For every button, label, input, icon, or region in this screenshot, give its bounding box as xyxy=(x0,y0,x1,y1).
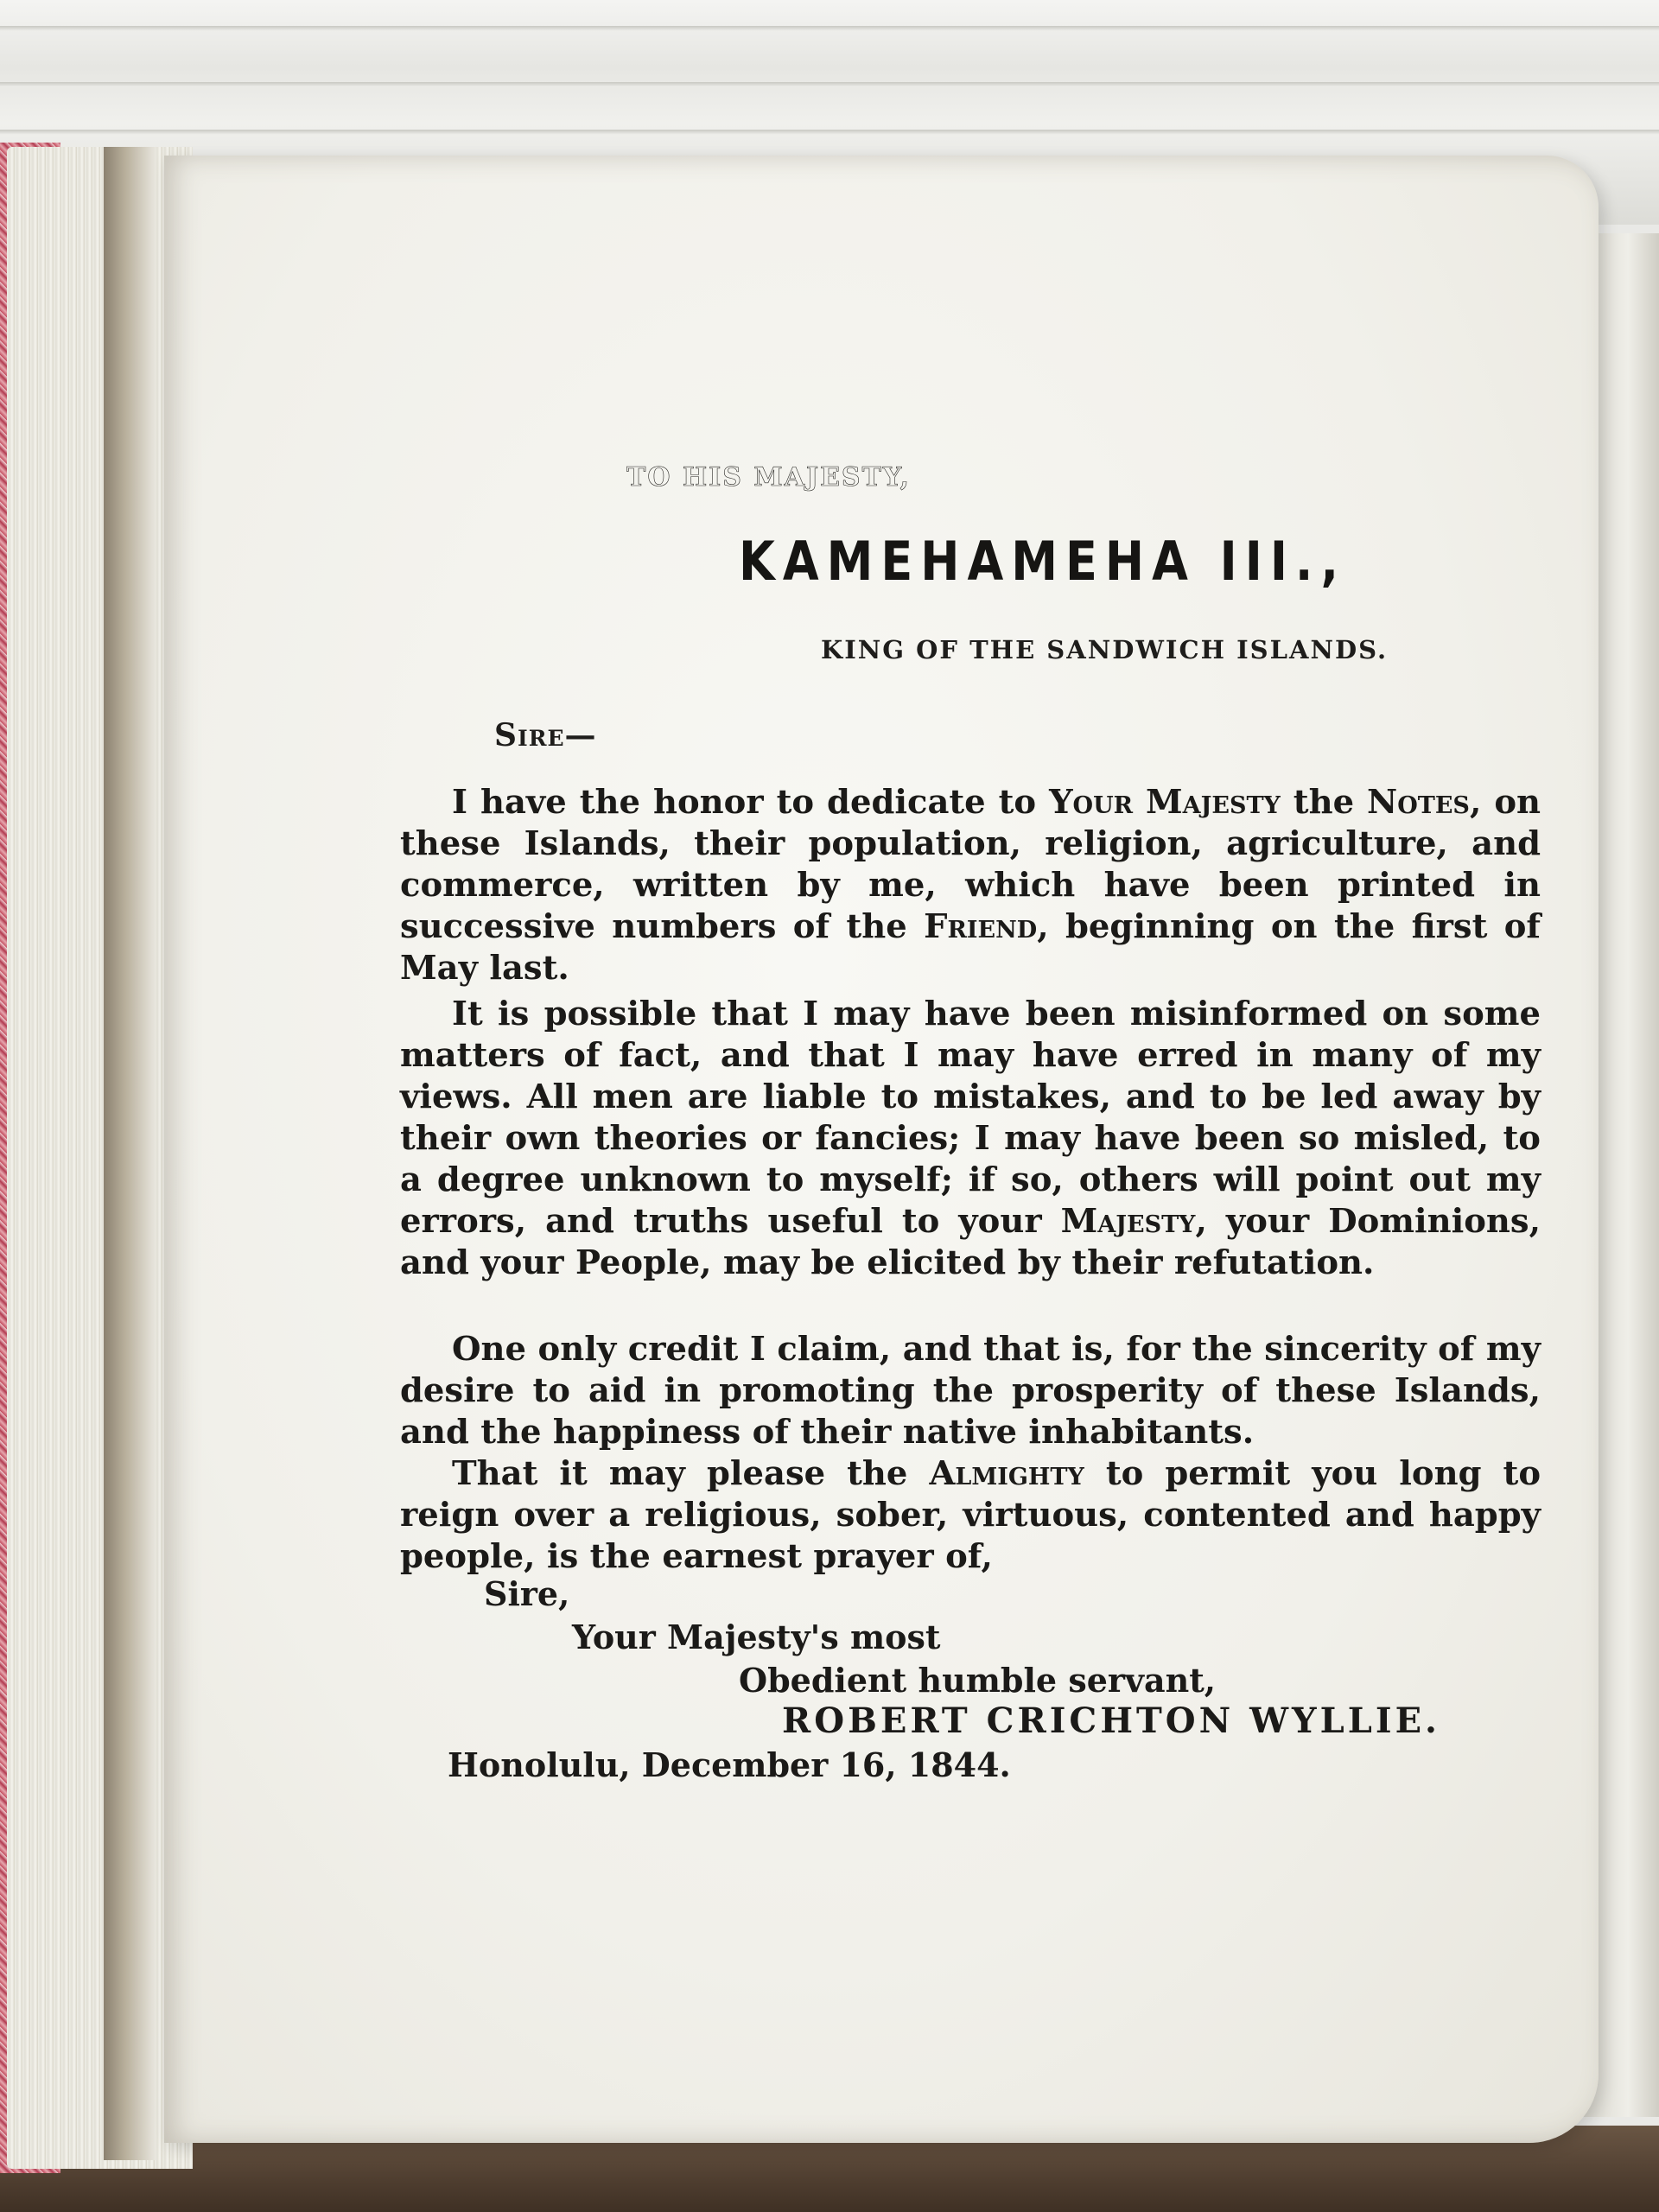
paragraph-text: , your Dominions, and your People, may be elicited by their refutation. xyxy=(400,1202,1541,1282)
dedication-heading: TO HIS MAJESTY, xyxy=(626,462,911,493)
paragraph-text: I have the honor to dedicate to xyxy=(452,783,1050,822)
shelf-line xyxy=(0,130,1659,135)
paragraph-smallcaps: Friend xyxy=(924,907,1038,946)
signature: ROBERT CRICHTON WYLLIE. xyxy=(782,1700,1440,1741)
paragraph-smallcaps: Your Majesty xyxy=(1049,783,1281,822)
paragraph-prayer xyxy=(400,1453,1541,1578)
place-and-date: Honolulu, December 16, 1844. xyxy=(448,1745,1011,1784)
paragraph-credit xyxy=(400,1329,1541,1453)
dedicatee-name: KAMEHAMEHA III., xyxy=(739,530,1346,593)
closing-your-majesty: Your Majesty's most xyxy=(572,1618,941,1656)
paragraph-text: the xyxy=(1280,783,1368,822)
paragraph-text: , beginning on the first of May last. xyxy=(400,907,1541,988)
closing-obedient-servant: Obedient humble servant, xyxy=(739,1661,1217,1700)
paragraph-text: , on these Islands, their population, religion, agriculture, and commerce, written by me, which have been printed in successive numbers of the xyxy=(400,783,1541,946)
paragraph-dedication xyxy=(400,782,1541,989)
salutation xyxy=(494,717,597,753)
salutation-initial: S xyxy=(494,717,518,753)
dedicatee-title: KING OF THE SANDWICH ISLANDS. xyxy=(821,635,1389,664)
paragraph-text: One only credit I claim, and that is, for the sincerity of my desire to aid in promoting the prosperity of these Islands, and the happiness of their native inhabitants. xyxy=(400,1330,1541,1452)
salutation-rest: ire— xyxy=(518,717,597,753)
paragraph-smallcaps: Almighty xyxy=(929,1454,1084,1493)
paragraph-text: to permit you long to reign over a religious, sober, virtuous, contented and happy people, is the earnest prayer of, xyxy=(400,1454,1541,1576)
gutter-shadow xyxy=(104,147,156,2160)
shelf-line xyxy=(0,82,1659,87)
paragraph-possible-errors xyxy=(400,994,1541,1284)
shelf-line xyxy=(0,26,1659,31)
paragraph-smallcaps: Notes xyxy=(1367,783,1470,822)
paragraph-text: That it may please the xyxy=(452,1454,930,1493)
paragraph-smallcaps: Majesty xyxy=(1060,1202,1196,1241)
closing-sire: Sire, xyxy=(484,1574,570,1613)
paragraph-text: It is possible that I may have been misinformed on some matters of fact, and that I may have erred in many of my views. All men are liable to mistakes, and to be led away by their own theories or fancies; I may have been so misled, to a degree unknown to myself; if so, others will point out my errors, and truths useful to your xyxy=(400,995,1541,1241)
